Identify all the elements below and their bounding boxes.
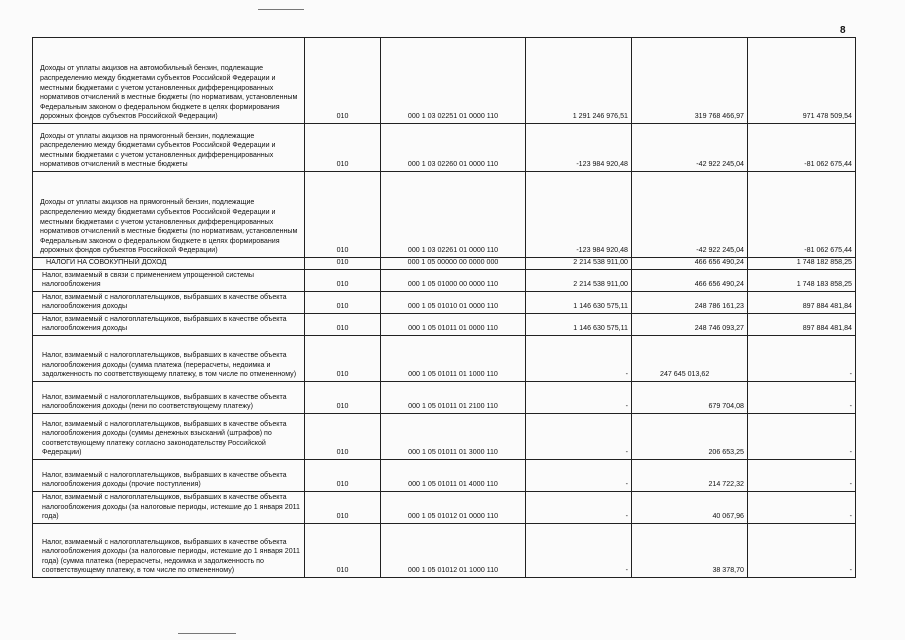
- row-executed: 466 656 490,24: [632, 258, 748, 270]
- table-row: [33, 524, 856, 578]
- row-unexecuted: -: [748, 336, 856, 382]
- row-executed: 247 645 013,62: [632, 336, 748, 382]
- row-executed: -42 922 245,04: [632, 124, 748, 172]
- row-executed: 248 786 161,23: [632, 292, 748, 314]
- row-executed: 248 746 093,27: [632, 314, 748, 336]
- row-code: 010: [305, 492, 381, 524]
- table-row: [33, 124, 856, 172]
- row-kbk: 000 1 05 01010 01 0000 110: [381, 292, 526, 314]
- row-unexecuted: -: [748, 460, 856, 492]
- row-unexecuted: -81 062 675,44: [748, 172, 856, 258]
- row-name: НАЛОГИ НА СОВОКУПНЫЙ ДОХОД: [33, 258, 305, 270]
- revenue-table: [32, 37, 856, 578]
- page-number: 8: [840, 25, 846, 36]
- row-name: Доходы от уплаты акцизов на прямогонный бензин, подлежащие распределению между бюджетами субъектов Российской Федерации и местными бюджетами с учетом установленных дифференцированных нормативов отчислений в местные бюджеты (по нормативам, установленным Федеральным законом о федеральном бюджете в целях формирования дорожных фондов субъектов Российской Федерации): [33, 172, 305, 258]
- row-name: Налог, взимаемый с налогоплательщиков, выбравших в качестве объекта налогообложения доходы (пени по соответствующему платежу): [33, 382, 305, 414]
- row-plan: 2 214 538 911,00: [526, 270, 632, 292]
- row-code: 010: [305, 258, 381, 270]
- row-unexecuted: 897 884 481,84: [748, 314, 856, 336]
- row-kbk: 000 1 05 01000 00 0000 110: [381, 270, 526, 292]
- row-code: 010: [305, 292, 381, 314]
- row-unexecuted: -: [748, 524, 856, 578]
- row-kbk: 000 1 05 01011 01 2100 110: [381, 382, 526, 414]
- row-code: 010: [305, 38, 381, 124]
- row-kbk: 000 1 03 02260 01 0000 110: [381, 124, 526, 172]
- row-kbk: 000 1 05 01011 01 1000 110: [381, 336, 526, 382]
- row-code: 010: [305, 124, 381, 172]
- row-kbk: 000 1 05 01011 01 4000 110: [381, 460, 526, 492]
- row-code: 010: [305, 460, 381, 492]
- row-plan: -: [526, 336, 632, 382]
- row-kbk: 000 1 05 00000 00 0000 000: [381, 258, 526, 270]
- row-name: Налог, взимаемый в связи с применением упрощенной системы налогообложения: [33, 270, 305, 292]
- row-kbk: 000 1 05 01012 01 0000 110: [381, 492, 526, 524]
- row-plan: -: [526, 382, 632, 414]
- row-name: Доходы от уплаты акцизов на автомобильный бензин, подлежащие распределению между бюджетами субъектов Российской Федерации и местными бюджетами с учетом установленных дифференцированных нормативов отчислений в местные бюджеты (по нормативам, установленным Федеральным законом о федеральном бюджете в целях формирования дорожных фондов субъектов Российской Федерации): [33, 38, 305, 124]
- row-plan: 1 146 630 575,11: [526, 314, 632, 336]
- row-executed: 38 378,70: [632, 524, 748, 578]
- table-row: [33, 414, 856, 460]
- row-executed: 466 656 490,24: [632, 270, 748, 292]
- table-row: [33, 292, 856, 314]
- row-unexecuted: -: [748, 492, 856, 524]
- row-plan: -123 984 920,48: [526, 124, 632, 172]
- row-kbk: 000 1 03 02251 01 0000 110: [381, 38, 526, 124]
- row-kbk: 000 1 05 01012 01 1000 110: [381, 524, 526, 578]
- table-row: [33, 172, 856, 258]
- row-name: Налог, взимаемый с налогоплательщиков, выбравших в качестве объекта налогообложения доходы: [33, 314, 305, 336]
- row-plan: 2 214 538 911,00: [526, 258, 632, 270]
- row-kbk: 000 1 05 01011 01 0000 110: [381, 314, 526, 336]
- row-code: 010: [305, 314, 381, 336]
- row-code: 010: [305, 524, 381, 578]
- row-code: 010: [305, 172, 381, 258]
- row-plan: 1 291 246 976,51: [526, 38, 632, 124]
- row-plan: -: [526, 414, 632, 460]
- table-row: [33, 460, 856, 492]
- row-name: Налог, взимаемый с налогоплательщиков, выбравших в качестве объекта налогообложения доходы (сумма платежа (перерасчеты, недоимка и задолженность по соответствующему платежу, в том числе по отмененному): [33, 336, 305, 382]
- row-name: Доходы от уплаты акцизов на прямогонный бензин, подлежащие распределению между бюджетами субъектов Российской Федерации и местными бюджетами с учетом установленных дифференцированных нормативов отчислений в местные бюджеты: [33, 124, 305, 172]
- row-code: 010: [305, 336, 381, 382]
- row-plan: -123 984 920,48: [526, 172, 632, 258]
- table-row: [33, 492, 856, 524]
- table-row: [33, 382, 856, 414]
- row-kbk: 000 1 03 02261 01 0000 110: [381, 172, 526, 258]
- table-row: [33, 314, 856, 336]
- row-name: Налог, взимаемый с налогоплательщиков, выбравших в качестве объекта налогообложения доходы (суммы денежных взысканий (штрафов) по соответствующему платежу согласно законодательству Российской Федерации): [33, 414, 305, 460]
- row-name: Налог, взимаемый с налогоплательщиков, выбравших в качестве объекта налогообложения доходы: [33, 292, 305, 314]
- row-code: 010: [305, 414, 381, 460]
- row-executed: 206 653,25: [632, 414, 748, 460]
- row-executed: 40 067,96: [632, 492, 748, 524]
- row-code: 010: [305, 382, 381, 414]
- scan-artifact-line: [258, 9, 304, 10]
- row-executed: -42 922 245,04: [632, 172, 748, 258]
- row-name: Налог, взимаемый с налогоплательщиков, выбравших в качестве объекта налогообложения доходы (прочие поступления): [33, 460, 305, 492]
- table-row: [33, 258, 856, 270]
- row-executed: 214 722,32: [632, 460, 748, 492]
- scan-artifact-line: [178, 633, 236, 634]
- row-unexecuted: 1 748 183 858,25: [748, 270, 856, 292]
- row-name: Налог, взимаемый с налогоплательщиков, выбравших в качестве объекта налогообложения доходы (за налоговые периоды, истекшие до 1 января 2011 года) (сумма платежа (перерасчеты, недоимка и задолженность по соответствующему платежу, в том числе по отмененному): [33, 524, 305, 578]
- row-plan: 1 146 630 575,11: [526, 292, 632, 314]
- table-row: [33, 336, 856, 382]
- row-executed: 319 768 466,97: [632, 38, 748, 124]
- row-unexecuted: -: [748, 414, 856, 460]
- row-code: 010: [305, 270, 381, 292]
- row-plan: -: [526, 460, 632, 492]
- row-executed: 679 704,08: [632, 382, 748, 414]
- row-plan: -: [526, 492, 632, 524]
- row-kbk: 000 1 05 01011 01 3000 110: [381, 414, 526, 460]
- row-plan: -: [526, 524, 632, 578]
- row-unexecuted: 1 748 182 858,25: [748, 258, 856, 270]
- row-name: Налог, взимаемый с налогоплательщиков, выбравших в качестве объекта налогообложения доходы (за налоговые периоды, истекшие до 1 января 2011 года): [33, 492, 305, 524]
- table-row: [33, 270, 856, 292]
- row-unexecuted: 897 884 481,84: [748, 292, 856, 314]
- row-unexecuted: 971 478 509,54: [748, 38, 856, 124]
- row-unexecuted: -81 062 675,44: [748, 124, 856, 172]
- table-row: [33, 38, 856, 124]
- row-unexecuted: -: [748, 382, 856, 414]
